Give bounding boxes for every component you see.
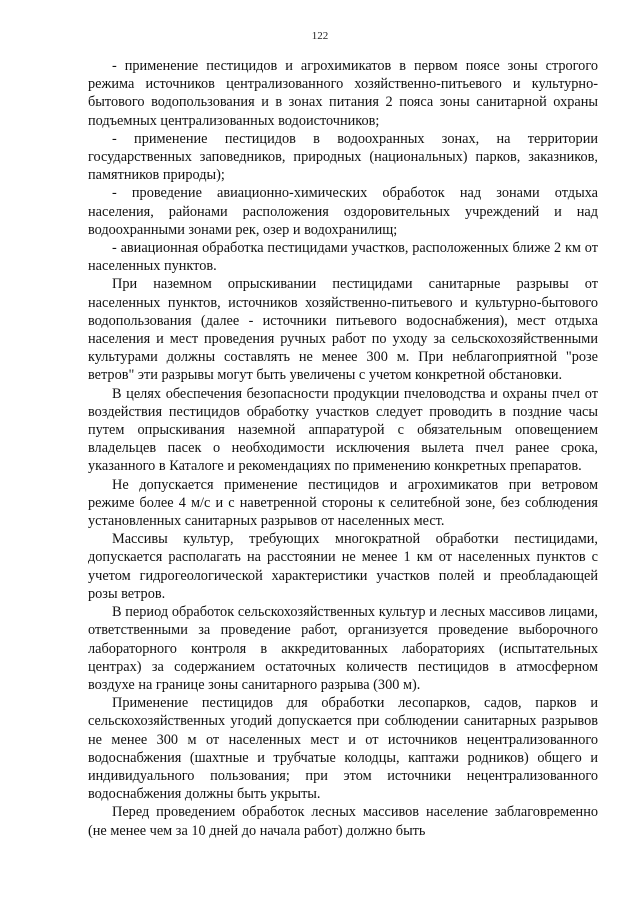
paragraph: В период обработок сельскохозяйственных культур и лесных массивов лицами, ответственными за проведение работ, организуется проведение выборочного лабораторного контроля в аккредитованных лабораториях (испытательных центрах) за содержанием остаточных количеств пестицидов в атмосферном воздухе на границе зоны санитарного разрыва (300 м). xyxy=(88,604,598,693)
paragraph: Не допускается применение пестицидов и агрохимикатов при ветровом режиме более 4 м/с и с наветренной стороны к селитебной зоне, без соблюдения установленных санитарных разрывов от населенных мест. xyxy=(88,476,598,530)
page-number: 122 xyxy=(311,30,329,42)
paragraph: - применение пестицидов в водоохранных зонах, на территории государственных заповедников, природных (национальных) парков, заказников, памятников природы); xyxy=(88,130,598,184)
paragraph: При наземном опрыскивании пестицидами санитарные разрывы от населенных пунктов, источников хозяйственно-питьевого и культурно-бытового водопользования (далее - источники питьевого водоснабжения), мест отдыха населения и мест проведения ручных работ по уходу за сельскохозяйственными культурами должны составлять не менее 300 м. При неблагоприятной "розе ветров" эти разрывы могут быть увеличены с учетом конкретной обстановки. xyxy=(88,276,598,384)
paragraph: - проведение авиационно-химических обработок над зонами отдыха населения, районами расположения оздоровительных учреждений и над водоохранными зонами рек, озер и водохранилищ; xyxy=(88,185,598,238)
paragraph: Перед проведением обработок лесных массивов население заблаговременно (не менее чем за 10 дней до начала работ) должно быть xyxy=(88,804,598,839)
paragraph: Применение пестицидов для обработки лесопарков, садов, парков и сельскохозяйственных угодий допускается при соблюдении санитарных разрывов не менее 300 м от населенных мест и от источников нецентрализованного водоснабжения (шахтные и трубчатые колодцы, каптажи родников) общего и индивидуального пользования; при этом источники нецентрализованного водоснабжения должны быть укрыты. xyxy=(88,695,598,803)
document-body xyxy=(88,57,598,840)
paragraph: - применение пестицидов и агрохимикатов в первом поясе зоны строгого режима источников централизованного хозяйственно-питьевого и культурно-бытового водопользования и в зонах питания 2 пояса зоны санитарной охраны подъемных централизованных водоисточников; xyxy=(88,58,598,129)
paragraph: Массивы культур, требующих многократной обработки пестицидами, допускается располагать на расстоянии не менее 1 км от населенных пунктов с учетом гидрогеологической характеристики участков полей и преобладающей розы ветров. xyxy=(88,531,598,602)
paragraph: В целях обеспечения безопасности продукции пчеловодства и охраны пчел от воздействия пестицидов обработку участков следует проводить в поздние часы путем опрыскивания наземной аппаратурой с обязательным оповещением владельцев пасек о необходимости исключения вылета пчел ранее срока, указанного в Каталоге и рекомендациях по применению конкретных препаратов. xyxy=(88,385,598,475)
paragraph: - авиационная обработка пестицидами участков, расположенных ближе 2 км от населенных пунктов. xyxy=(88,240,598,275)
